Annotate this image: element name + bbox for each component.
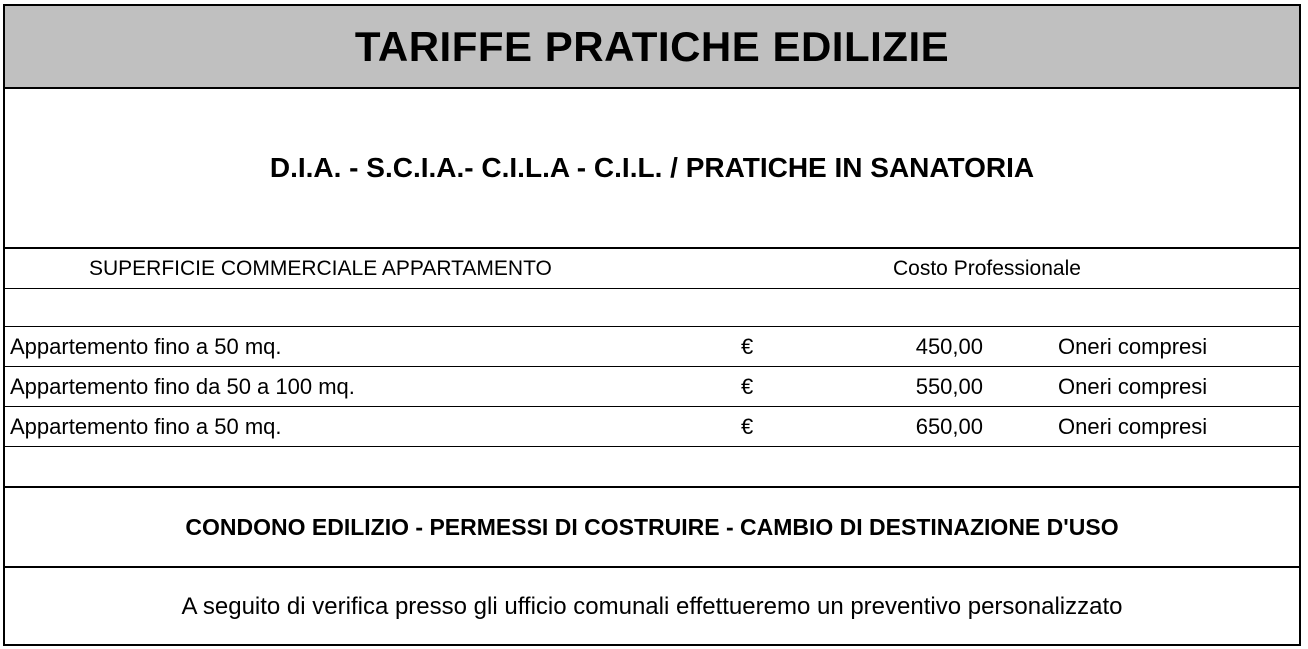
footer-note: A seguito di verifica presso gli ufficio comunali effettueremo un preventivo personalizzato — [181, 593, 1123, 620]
section-subtitle: D.I.A. - S.C.I.A.- C.I.L.A - C.I.L. / PRATICHE IN SANATORIA — [269, 152, 1035, 183]
row-label: Appartemento fino a 50 mq. — [10, 414, 282, 439]
currency-symbol: € — [741, 374, 754, 399]
table-row — [5, 407, 1299, 447]
row-amount: 550,00 — [915, 374, 983, 399]
currency-symbol: € — [741, 414, 754, 439]
row-note: Oneri compresi — [1058, 414, 1208, 439]
row-label: Appartemento fino a 50 mq. — [10, 334, 282, 359]
row-amount: 450,00 — [915, 334, 983, 359]
table-row — [5, 327, 1299, 367]
spacer-row — [5, 448, 1299, 488]
price-sheet — [3, 4, 1301, 646]
section2-band — [5, 488, 1299, 568]
table-row — [5, 367, 1299, 407]
row-amount: 650,00 — [915, 414, 983, 439]
section2-heading: CONDONO EDILIZIO - PERMESSI DI COSTRUIRE - CAMBIO DI DESTINAZIONE D'USO — [185, 513, 1119, 540]
subtitle-band — [5, 89, 1299, 249]
header-surface: SUPERFICIE COMMERCIALE APPARTAMENTO — [89, 257, 552, 280]
table-header — [5, 249, 1299, 289]
row-note: Oneri compresi — [1058, 374, 1208, 399]
footer-band — [5, 568, 1299, 646]
row-note: Oneri compresi — [1058, 334, 1208, 359]
row-label: Appartemento fino da 50 a 100 mq. — [10, 374, 355, 399]
page-title: TARIFFE PRATICHE EDILIZIE — [354, 22, 950, 70]
currency-symbol: € — [741, 334, 754, 359]
header-cost: Costo Professionale — [893, 257, 1081, 280]
spacer-row — [5, 289, 1299, 327]
title-band — [5, 6, 1299, 89]
